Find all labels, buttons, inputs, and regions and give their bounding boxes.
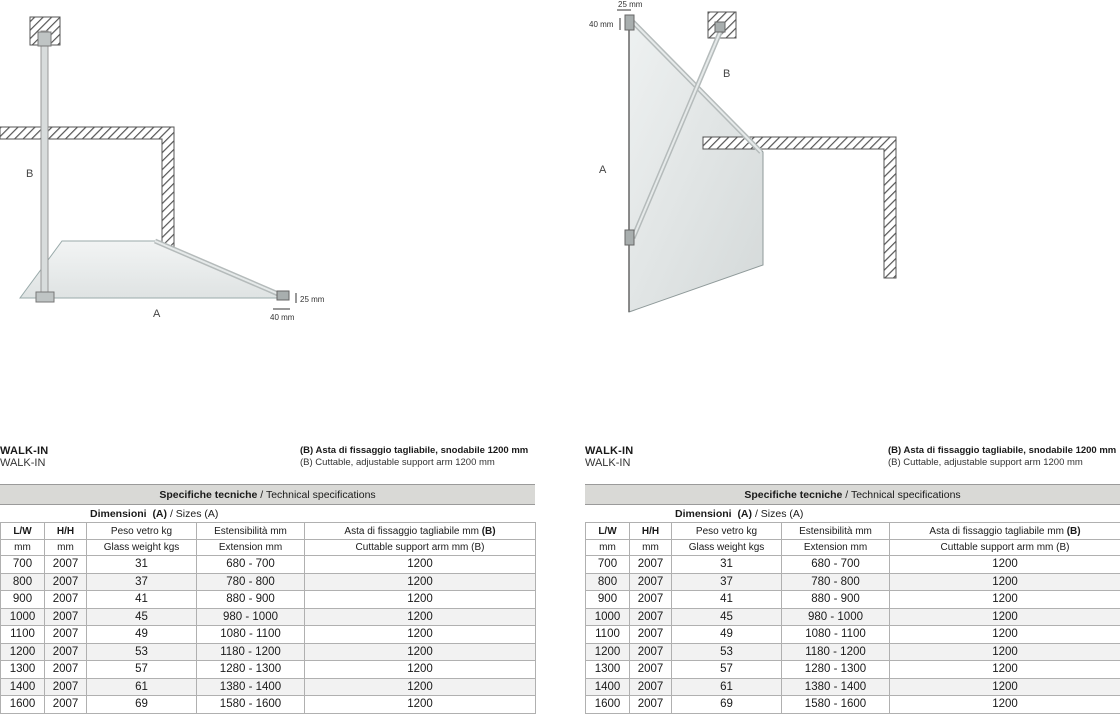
table-row: 1200 2007 53 1180 - 1200 1200 (1, 643, 536, 661)
unit-lw: mm (1, 540, 45, 556)
label-b: B (723, 68, 731, 80)
spec-label-en: Technical specifications (850, 489, 961, 501)
post-clamp-top (38, 32, 51, 46)
col-lw: L/W (1, 523, 45, 540)
col-arm-en: Cuttable support arm mm (B) (305, 540, 536, 556)
col-hh: H/H (630, 523, 672, 540)
dims-row (585, 507, 1120, 522)
table-row: 1600 2007 69 1580 - 1600 1200 (1, 696, 536, 714)
dim-40: 40 mm (270, 313, 295, 322)
table-row: 900 2007 41 880 - 900 1200 (586, 591, 1120, 609)
table-row: 1600 2007 69 1580 - 1600 1200 (586, 696, 1120, 714)
label-a: A (153, 308, 161, 320)
col-extension-en: Extension mm (197, 540, 305, 556)
diagram-right (585, 0, 1120, 330)
col-weight: Peso vetro kg (672, 523, 782, 540)
table-row: 900 2007 41 880 - 900 1200 (1, 591, 536, 609)
glass-panel (629, 20, 763, 312)
unit-lw: mm (586, 540, 630, 556)
spec-table (585, 522, 1120, 714)
post-clamp-bottom (36, 292, 54, 302)
col-extension: Estensibilità mm (197, 523, 305, 540)
spec-sep: / (842, 489, 851, 501)
dim-40: 40 mm (589, 20, 614, 29)
arm-note-en: (B) Cuttable, adjustable support arm 1200 mm (888, 457, 1083, 468)
arm-note-en: (B) Cuttable, adjustable support arm 1200 mm (300, 457, 495, 468)
product-title: WALK-IN (585, 445, 634, 457)
dims-label-a: (A) (152, 508, 168, 520)
col-extension-en: Extension mm (782, 540, 890, 556)
dims-row (0, 507, 535, 522)
col-extension: Estensibilità mm (782, 523, 890, 540)
table-row: 1100 2007 49 1080 - 1100 1200 (1, 626, 536, 644)
col-arm: Asta di fissaggio tagliabile mm (B) (890, 523, 1120, 540)
glass-panel (20, 241, 282, 298)
label-a: A (599, 164, 607, 176)
dim-25: 25 mm (618, 0, 643, 9)
table-row: 700 2007 31 680 - 700 1200 (586, 556, 1120, 574)
col-weight: Peso vetro kg (87, 523, 197, 540)
table-row: 800 2007 37 780 - 800 1200 (1, 573, 536, 591)
panel-right (585, 0, 1120, 716)
col-weight-en: Glass weight kgs (87, 540, 197, 556)
table-row: 1300 2007 57 1280 - 1300 1200 (586, 661, 1120, 679)
unit-hh: mm (630, 540, 672, 556)
spec-header (0, 484, 535, 505)
col-hh: H/H (45, 523, 87, 540)
col-arm-en: Cuttable support arm mm (B) (890, 540, 1120, 556)
dims-label-en: / Sizes (A) (754, 508, 804, 520)
product-subtitle: WALK-IN (585, 457, 631, 469)
label-b: B (26, 168, 34, 180)
arm-clamp-bottom (625, 230, 634, 245)
table-row: 700 2007 31 680 - 700 1200 (1, 556, 536, 574)
unit-hh: mm (45, 540, 87, 556)
dims-label-en: / Sizes (A) (169, 508, 219, 520)
spec-label-it: Specifiche tecniche (744, 489, 843, 501)
col-lw: L/W (586, 523, 630, 540)
table-row: 1300 2007 57 1280 - 1300 1200 (1, 661, 536, 679)
arm-clamp (277, 291, 289, 300)
dims-label-it: Dimensioni (675, 508, 732, 520)
product-title: WALK-IN (0, 445, 49, 457)
arm-note-it: (B) Asta di fissaggio tagliabile, snodabile 1200 mm (300, 445, 529, 456)
spec-table (0, 522, 536, 714)
spec-label-it: Specifiche tecniche (159, 489, 258, 501)
table-row: 800 2007 37 780 - 800 1200 (586, 573, 1120, 591)
spec-label-en: Technical specifications (265, 489, 376, 501)
col-arm: Asta di fissaggio tagliabile mm (B) (305, 523, 536, 540)
table-row: 1100 2007 49 1080 - 1100 1200 (586, 626, 1120, 644)
product-subtitle: WALK-IN (0, 457, 46, 469)
diagram-left (0, 0, 540, 330)
dim-25: 25 mm (300, 295, 325, 304)
dims-label-a: (A) (737, 508, 753, 520)
arm-clamp-top (625, 15, 634, 30)
vertical-post (41, 31, 48, 300)
table-row: 1000 2007 45 980 - 1000 1200 (1, 608, 536, 626)
panel-left (0, 0, 540, 716)
table-row: 1400 2007 61 1380 - 1400 1200 (1, 678, 536, 696)
arm-note-it: (B) Asta di fissaggio tagliabile, snodabile 1200 mm (888, 445, 1117, 456)
dims-label-it: Dimensioni (90, 508, 147, 520)
table-row: 1200 2007 53 1180 - 1200 1200 (586, 643, 1120, 661)
col-weight-en: Glass weight kgs (672, 540, 782, 556)
spec-header (585, 484, 1120, 505)
spec-sep: / (257, 489, 266, 501)
table-row: 1000 2007 45 980 - 1000 1200 (586, 608, 1120, 626)
table-row: 1400 2007 61 1380 - 1400 1200 (586, 678, 1120, 696)
